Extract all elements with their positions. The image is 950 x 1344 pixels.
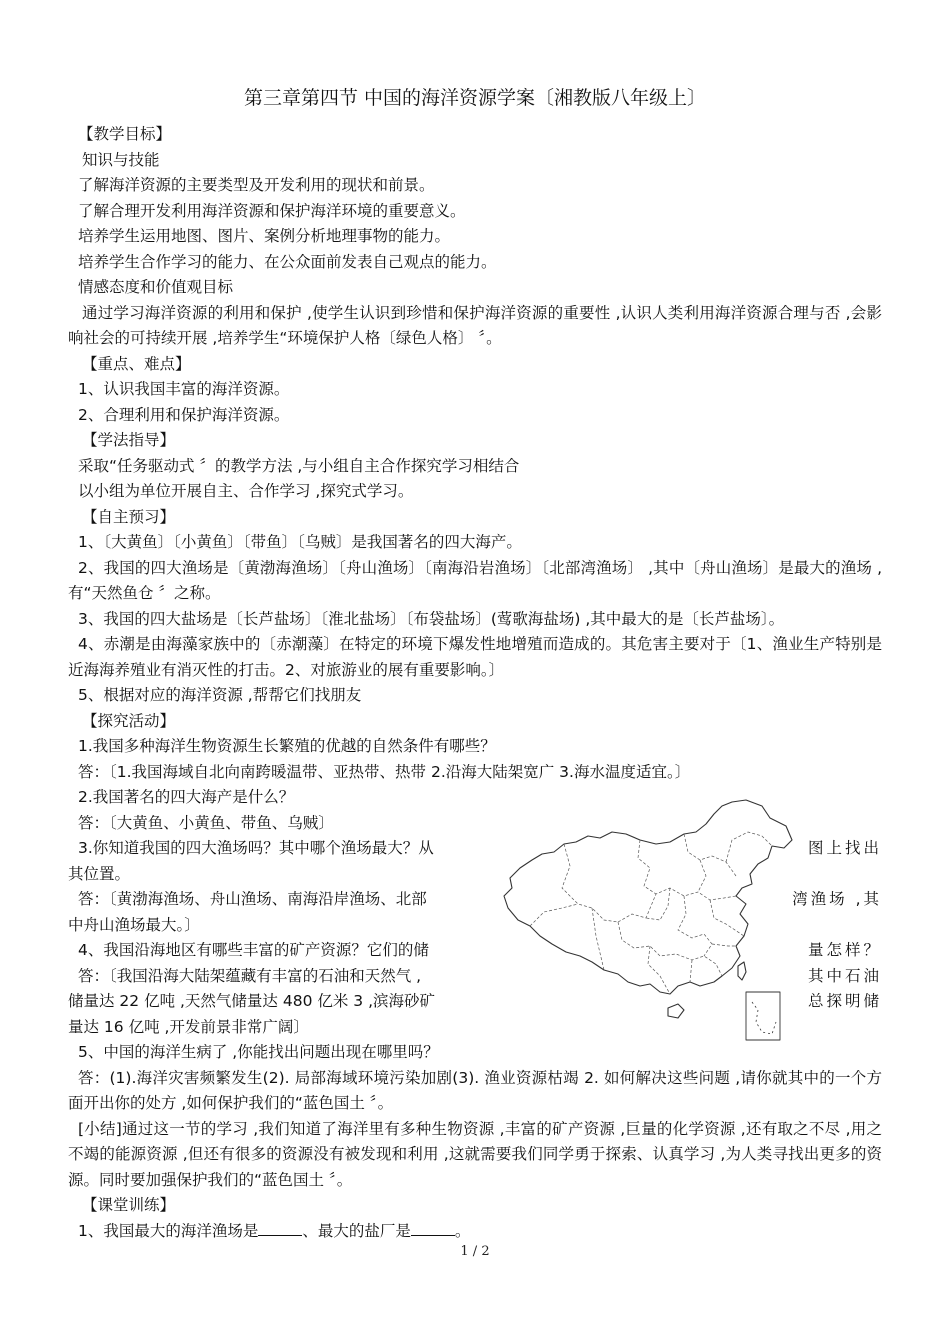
explore-question-left: 3.你知道我国的四大渔场吗？其中哪个渔场最大？从 <box>78 839 434 857</box>
page-title: 第三章第四节 中国的海洋资源学案〔湘教版八年级上〕 <box>243 87 707 109</box>
explore-question: 5、中国的海洋生病了 ,你能找出问题出现在哪里吗？ <box>78 1043 439 1061</box>
training-question-part: 、最大的盐厂是 <box>302 1221 411 1240</box>
key-point-item: 2、合理利用和保护海洋资源。 <box>78 405 290 424</box>
preview-item: 5、根据对应的海洋资源 ,帮帮它们找朋友 <box>78 686 362 704</box>
explore-answer-left: 答：〔我国沿海大陆架蕴藏有丰富的石油和天然气 , <box>78 966 422 985</box>
section-heading-explore: 【探究活动】 <box>82 711 176 730</box>
explore-question: 1.我国多种海洋生物资源生长繁殖的优越的自然条件有哪些？ <box>78 737 496 755</box>
training-question-part: 1、我国最大的海洋渔场是 <box>78 1221 259 1240</box>
explore-answer-right: 湾渔场 ,其 <box>792 890 882 908</box>
method-item: 以小组为单位开展自主、合作学习 ,探究式学习。 <box>78 482 414 500</box>
objective-item: 培养学生合作学习的能力、在公众面前发表自己观点的能力。 <box>78 252 497 271</box>
explore-answer-right: 其中石油 <box>807 966 882 985</box>
section-heading-preview: 【自主预习】 <box>82 507 176 526</box>
answer-blank[interactable] <box>411 1221 455 1236</box>
training-question-part: 。 <box>454 1221 471 1240</box>
method-item: 采取“任务驱动式 〞的教学方法 ,与小组自主合作探究学习相结合 <box>78 456 520 475</box>
explore-answer: 答：〔大黄鱼、小黄鱼、带鱼、乌贼〕 <box>78 813 334 832</box>
section-heading-training: 【课堂训练】 <box>82 1196 176 1214</box>
summary-paragraph: [小结]通过这一节的学习 ,我们知道了海洋里有多种生物资源 ,丰富的矿产资源 ,巨量的化学资源 ,还有取之不尽 ,用之不竭的能源资源 ,但还有很多的资源没有被发现和利用 ,这就需要我们同学勇于探索、认真学习 ,为人类寻找出更多的资源。同时要加强保护我们的“蓝色国土 〞。 <box>68 1119 882 1189</box>
key-point-item: 1、认识我国丰富的海洋资源。 <box>78 380 290 398</box>
section-heading-method: 【学法指导】 <box>82 431 176 449</box>
document-body <box>68 122 882 1244</box>
preview-item: 2、我国的四大渔场是〔黄渤海渔场〕〔舟山渔场〕〔南海沿岩渔场〕〔北部湾渔场〕 ,其中〔舟山渔场〕是最大的渔场 ,有“天然鱼仓 〞之称。 <box>68 558 882 602</box>
section-heading-key-points: 【重点、难点】 <box>82 354 191 373</box>
preview-item: 4、赤潮是由海藻家族中的〔赤潮藻〕在特定的环境下爆发性地增殖而造成的。其危害主要对于〔1、渔业生产特别是近海海养殖业有消灭性的打击。2、对旅游业的展有重要影响。〕 <box>68 635 882 679</box>
explore-question-right: 图上找出 <box>807 839 882 857</box>
explore-answer-left: 储量达 22 亿吨 ,天然气储量达 480 亿米 3 ,滨海砂矿 <box>68 992 436 1010</box>
explore-answer-cont: 中舟山渔场最大。〕 <box>68 915 200 934</box>
page-number: 1 / 2 <box>460 1244 490 1259</box>
explore-answer: 答：〔1.我国海域自北向南跨暖温带、亚热带、热带 2.沿海大陆架宽广 3.海水温度适宜。〕 <box>78 762 691 781</box>
emotion-paragraph: 通过学习海洋资源的利用和保护 ,使学生认识到珍惜和保护海洋资源的重要性 ,认识人类利用海洋资源合理与否 ,会影响社会的可持续开展 ,培养学生“环境保护人格〔绿色人格〕 〞。 <box>68 303 882 347</box>
objective-item: 培养学生运用地图、图片、案例分析地理事物的能力。 <box>78 227 451 245</box>
training-question <box>68 1219 882 1245</box>
explore-answer-cont: 量达 16 亿吨 ,开发前景非常广阔〕 <box>68 1017 309 1036</box>
objective-item: 了解海洋资源的主要类型及开发利用的现状和前景。 <box>78 176 435 194</box>
explore-answer-left: 答：〔黄渤海渔场、舟山渔场、南海沿岸渔场、北部 <box>78 890 427 908</box>
china-outline-map <box>500 796 796 1044</box>
explore-question-right: 量怎样？ <box>807 941 882 959</box>
section-heading-objectives: 【教学目标】 <box>78 125 172 143</box>
explore-answer-right: 总探明储 <box>807 992 882 1010</box>
explore-question: 2.我国著名的四大海产是什么？ <box>78 788 295 806</box>
objective-item: 了解合理开发利用海洋资源和保护海洋环境的重要意义。 <box>78 201 466 220</box>
china-map-icon <box>500 796 796 1044</box>
preview-item: 3、我国的四大盐场是〔长芦盐场〕〔淮北盐场〕〔布袋盐场〕(莺歌海盐场) ,其中最大的是〔长芦盐场〕。 <box>78 609 785 628</box>
preview-item: 1、〔大黄鱼〕〔小黄鱼〕〔带鱼〕〔乌贼〕是我国著名的四大海产。 <box>78 533 522 551</box>
subheading-knowledge: 知识与技能 <box>82 150 160 169</box>
explore-question-left: 4、我国沿海地区有哪些丰富的矿产资源？它们的储 <box>78 941 429 959</box>
answer-blank[interactable] <box>258 1221 302 1236</box>
explore-question-cont: 其位置。 <box>68 864 131 883</box>
subheading-emotion: 情感态度和价值观目标 <box>78 278 234 296</box>
explore-answer: 答：(1).海洋灾害频繁发生(2). 局部海域环境污染加剧(3). 渔业资源枯竭 2. 如何解决这些问题 ,请你就其中的一个方面开出你的处方 ,如何保护我们的“蓝色国土 〞。 <box>68 1068 882 1112</box>
